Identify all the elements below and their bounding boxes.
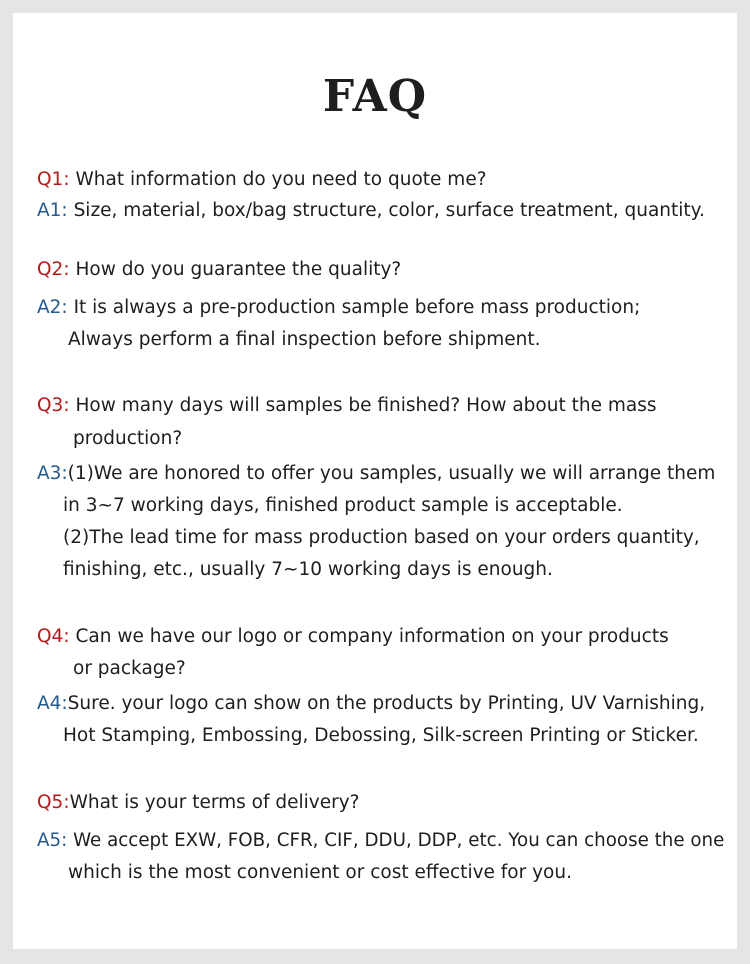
answer-text: Size, material, box/bag structure, color, surface treatment, quantity. [73,200,705,221]
answer-label: A5: [37,830,68,851]
answer-text: We accept EXW, FOB, CFR, CIF, DDU, DDP, etc. You can choose the one [73,830,725,851]
page-title: FAQ [322,71,428,122]
faq-card [13,13,737,949]
question-2 [37,257,401,283]
answer-3-line-4: finishing, etc., usually 7~10 working days is enough. [63,559,553,580]
answer-2 [37,295,640,321]
question-5 [37,790,359,816]
answer-text: Sure. your logo can show on the products by Printing, UV Varnishing, [67,693,706,714]
question-label: Q5: [37,792,70,813]
question-text: How many days will samples be finished? How about the mass [75,395,657,416]
question-label: Q3: [37,395,70,416]
question-4 [37,624,669,650]
question-4-line-2: or package? [73,658,186,679]
question-text: How do you guarantee the quality? [75,259,402,280]
answer-label: A1: [37,200,68,221]
question-label: Q1: [37,169,70,190]
answer-3 [37,461,715,487]
question-label: Q4: [37,626,70,647]
answer-label: A3: [37,463,68,484]
answer-label: A2: [37,297,68,318]
answer-4 [37,691,705,717]
question-label: Q2: [37,259,70,280]
question-3-line-2: production? [73,428,183,449]
answer-5 [37,828,724,854]
answer-4-line-2: Hot Stamping, Embossing, Debossing, Silk-screen Printing or Sticker. [63,725,699,746]
answer-5-line-2: which is the most convenient or cost effective for you. [68,862,572,883]
question-1 [37,167,487,193]
answer-3-line-3: (2)The lead time for mass production based on your orders quantity, [63,527,700,548]
question-3 [37,393,656,419]
answer-text: It is always a pre-production sample before mass production; [73,297,641,318]
question-text: What is your terms of delivery? [69,792,360,813]
question-text: Can we have our logo or company information on your products [75,626,669,647]
answer-2-line-2: Always perform a final inspection before shipment. [68,329,541,350]
question-text: What information do you need to quote me? [75,169,487,190]
answer-3-line-2: in 3~7 working days, finished product sample is acceptable. [63,495,623,516]
answer-label: A4: [37,693,68,714]
answer-1 [37,198,705,224]
answer-text: (1)We are honored to offer you samples, usually we will arrange them [67,463,716,484]
